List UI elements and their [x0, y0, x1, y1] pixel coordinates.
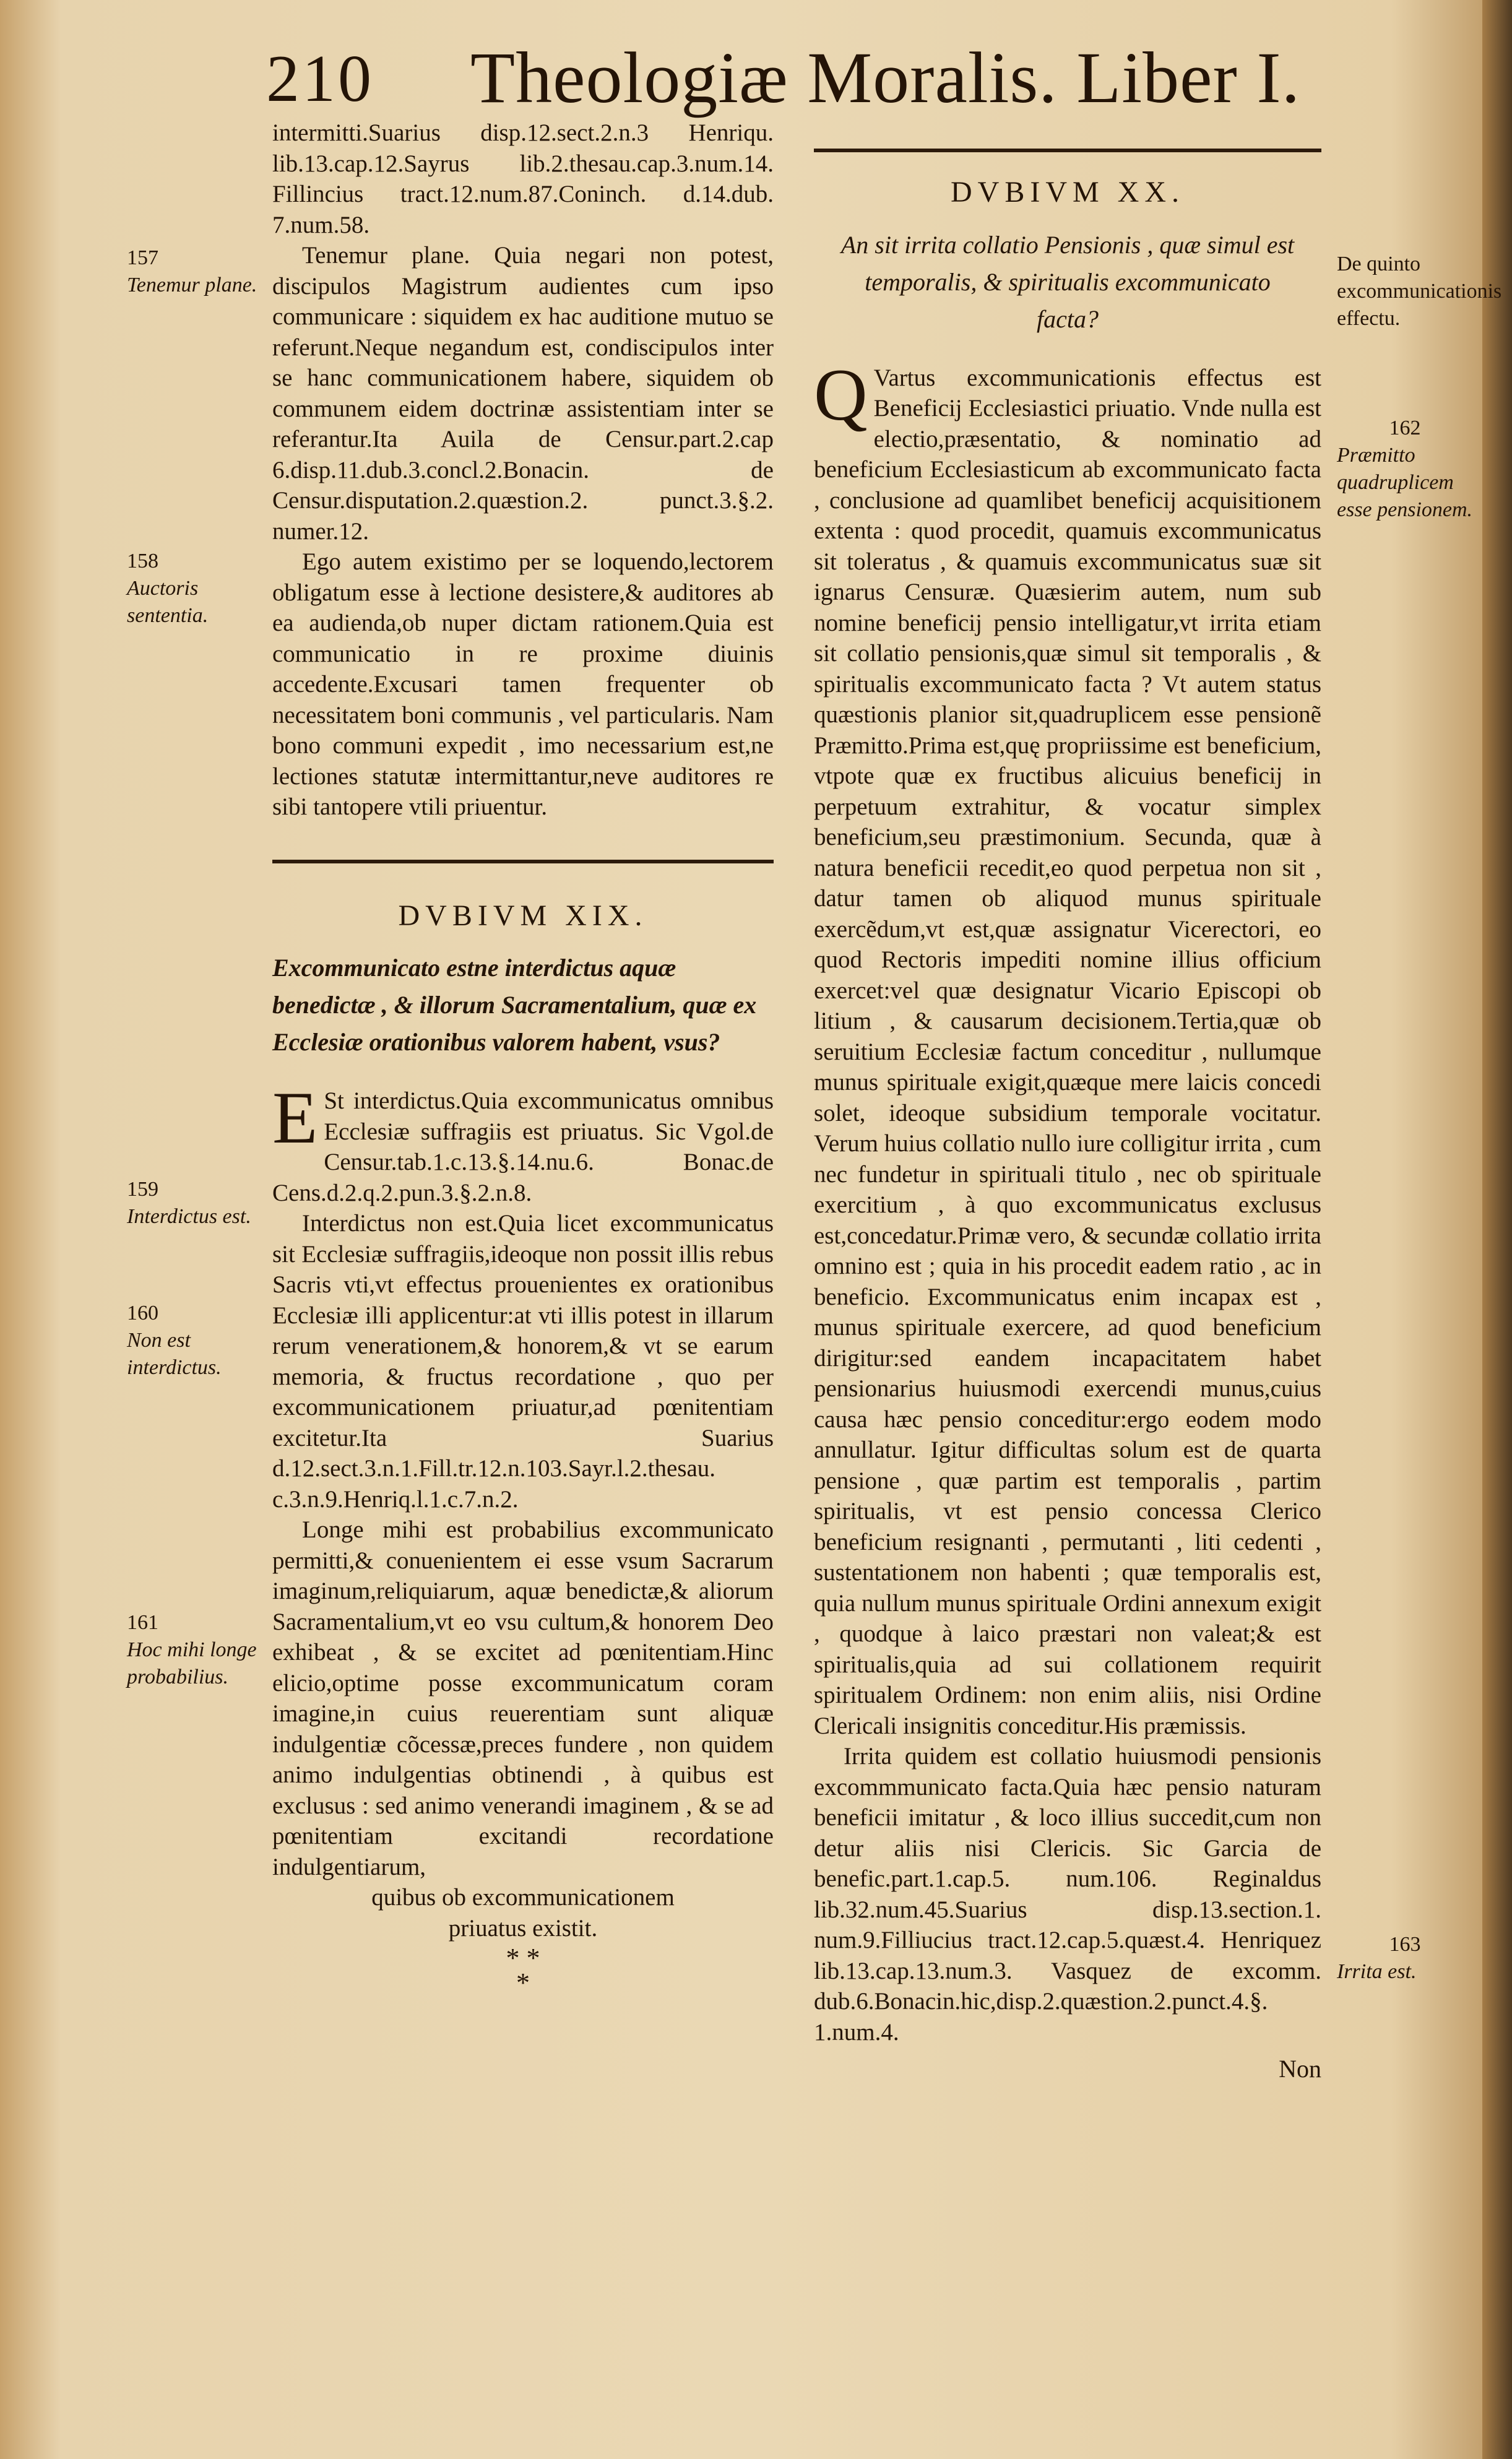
running-title: Theologiæ Moralis. Liber I.: [470, 37, 1301, 118]
margin-note-158: [127, 548, 260, 629]
margin-note-text: Irrita est.: [1337, 1960, 1417, 1983]
margin-note-text: Hoc mihi longe probabilius.: [127, 1638, 257, 1688]
paragraph-160: Interdictus non est.Quia licet excommunicatus sit Ecclesiæ suffragiis,ideoque non possit illis rebus Sacris vti,vt effectus prouenientes ex orationibus Ecclesiæ illi applicentur:at vti illis potest in illarum rerum venerationem,& honorem,& vt se earum memoria, & fructus recordatione , quo per excommunicationem priuatur,ad pœnitentiam excitetur.Ita Suarius d.12.sect.3.n.1.Fill.tr.12.n.103.Sayr.l.2.thesau. c.3.n.9.Henriq.l.1.c.7.n.2.: [272, 1210, 774, 1513]
page-spine-shadow: [1482, 0, 1512, 2459]
paragraph-159: [272, 1076, 774, 1208]
margin-note-number: 161: [127, 1611, 158, 1634]
paragraph-163: Irrita quidem est collatio huiusmodi pensionis excommmunicato facta.Quia hæc pensio naturam beneficii imitatur , & loco illius succedit,cum non detur aliis nisi Clericis. Sic Garcia de benefic.part.1.cap.5. num.106. Reginaldus lib.32.num.45.Suarius disp.13.section.1. num.9.Filliucius tract.12.cap.5.quæst.4. Henriquez lib.13.cap.13.num.3. Vasquez de excomm. dub.6.Bonacin.hic,disp.2.quæstion.2.punct.4.§. 1.num.4.: [814, 1743, 1321, 2046]
page-number: 210: [266, 42, 374, 116]
paragraph-161: Longe mihi est probabilius excommunicato permitti,& conuenientem ei esse vsum Sacrarum imaginum,reliquiarum, aquæ benedictæ,& aliorum Sacramentalium,vt eo vsu cultum,& honorem Deo exhibeat , & se excitet ad pœnitentiam.Hinc elicio,optime posse excommunicatum coram imagine,in cuius reuerentiam sunt aliquæ indulgentiæ cõcessæ,preces fundere , non quidem animo indulgentias obtinendi , à quibus est exclusus : sed animo venerandi imaginem , & se ad pœnitentiam excitandi recordatione indulgentiarum,: [272, 1516, 774, 1880]
paragraph-162: [814, 353, 1321, 1742]
dubium-19-question: Excommunicato estne interdictus aquæ benedictæ , & illorum Sacramentalium, quæ ex Ecclesiæ orationibus valorem habent, vsus?: [272, 954, 757, 1056]
margin-note-162: [1337, 415, 1473, 524]
dubium-20-question: An sit irrita collatio Pensionis , quæ simul est temporalis, & spiritualis excommunicato facta?: [840, 230, 1295, 333]
page-header: [0, 30, 1512, 123]
margin-note-number: 163: [1389, 1933, 1421, 1956]
paragraph-162-text: Vartus excommunicationis effectus est Beneficij Ecclesiastici priuatio. Vnde nulla est electio,præsentatio, & nominatio ad beneficium Ecclesiasticum ab excommunicato facta , conclusione ad quamlibet beneficij acquisitionem extenta : quod procedit, quamuis excommunicatus sit toleratus , & quamuis excommunicatus suæ sit ignarus Censuræ. Quæsierim autem, num sub nomine beneficij pensio intelligatur,vt irrita etiam sit collatio pensionis,quæ simul sit temporalis , & spiritualis excommunicato facta ? Vt autem status quæstionis planior sit,quadruplicem esse pensionẽ Præmitto.Prima est,quę propriissime est beneficium, vtpote quæ ex fructibus alicuius beneficij in perpetuum extrahitur, & vocatur simplex beneficium,seu præstimonium. Secunda, quæ à natura beneficii recedit,eo quod perpetua non sit , datur tamen ob aliquod munus spirituale exercẽdum,vt est,quæ assignatur Vicerectori, eo quod Rectoris impediti nomine illius officium exercet:vel quæ designatur Vicario Episcopi ob litium , & causarum decisionem.Tertia,quæ ob seruitium Ecclesiæ factum conceditur , nullumque munus spirituale exigit,quæque mere laicis concedi solet, ideoque subsidium temporale vocitatur. Verum huius collatio nullo iure colligitur irrita , cum nec fundetur in spirituali titulo , nec ob spirituale exercitium , à quo excommunicatus exclusus est,concedatur.Primæ vero, & secundæ collatio irrita omnino est ; quia in his procedit eadem ratio , ac in beneficio. Excommunicatus enim incapax est , munus spirituale exercere, ad quod beneficium dirigitur:sed eandem incapacitatem habet pensionarius huiusmodi exercendi munus,cuius causa hæc pensio conceditur:ergo eodem modo annullatur. Igitur difficultas solum est de quarta pensione , quæ partim est temporalis , partim spiritualis, vt est pensio concessa Clerico beneficium resignanti , permutanti , liti cedenti , sustentationem non habenti ; quæ temporalis est, quia nullum munus spirituale Ordini annexum exigit , quodque à laico præstari non valeat;& est spiritualis,quia ad sui collationem requirit spiritualem Ordinem: non enim aliis, nisi Ordine Clericali insignitis conceditur.His præmissis.: [814, 364, 1321, 1739]
section-divider: [814, 149, 1321, 152]
drop-cap: E: [272, 1076, 318, 1159]
margin-note-text: De quinto excommunicationis effectu.: [1337, 253, 1502, 330]
dubium-19-title: DVBIVM XIX.: [398, 899, 648, 932]
asterism-ornament: [272, 1943, 774, 1998]
paragraph-159-text: St interdictus.Quia excommunicatus omnibus Ecclesiæ suffragiis est priuatus. Sic Vgol.de Censur.tab.1.c.13.§.14.nu.6. Bonac.de Cens.d.2.q.2.pun.3.§.2.n.8.: [272, 1087, 774, 1206]
left-column: [272, 118, 774, 1998]
drop-cap: Q: [814, 353, 868, 436]
margin-note-number: 162: [1389, 417, 1421, 439]
margin-note-157: [127, 244, 260, 299]
margin-note-161: [127, 1609, 260, 1691]
margin-note-text: Interdictus est.: [127, 1205, 251, 1228]
margin-note-number: 160: [127, 1302, 158, 1325]
paragraph-158: Ego autem existimo per se loquendo,lectorem obligatum esse à lectione desistere,& auditores ab ea audienda,ob nuper dictam rationem.Quia est communicatio in re proxime diuinis accedente.Excusari tamen frequenter ob necessitatem boni communis , vel particularis. Nam bono communi expedit , imo necessarium est,ne lectiones statutæ intermittantur,neve auditores re sibi tantopere vtili priuentur.: [272, 548, 774, 820]
margin-note-text: Præmitto quadruplicem esse pensionem.: [1337, 444, 1473, 521]
catchword: Non: [1279, 2055, 1321, 2083]
margin-note-text: Tenemur plane.: [127, 274, 257, 296]
margin-note-text: Non est interdictus.: [127, 1329, 222, 1379]
opening-paragraph: intermitti.Suarius disp.12.sect.2.n.3 Henriqu. lib.13.cap.12.Sayrus lib.2.thesau.cap.3.num.14. Fillincius tract.12.num.87.Coninch. d.14.dub. 7.num.58.: [272, 119, 774, 238]
paragraph-157: Tenemur plane. Quia negari non potest, discipulos Magistrum audientes cum ipso communicare : siquidem ex hac auditione mutuo se referunt.Neque negandum est, condiscipulos inter se hanc communicationem habere, siquidem ob communem eidem doctrinæ assistentiam inter se referantur.Ita Auila de Censur.part.2.cap 6.disp.11.dub.3.concl.2.Bonacin. de Censur.disputation.2.quæstion.2. punct.3.§.2. numer.12.: [272, 242, 774, 545]
margin-note-number: 158: [127, 550, 158, 573]
paragraph-161-tail-2: priuatus existit.: [448, 1914, 598, 1942]
right-column: [814, 136, 1321, 2085]
margin-note-160: [127, 1300, 260, 1381]
paragraph-161-tail-1: quibus ob excommunicationem: [371, 1884, 675, 1911]
margin-note-number: 159: [127, 1178, 158, 1201]
asterism-row-2: *: [516, 1968, 530, 1998]
dubium-20-title: DVBIVM XX.: [951, 176, 1185, 209]
asterism-row-1: * *: [506, 1943, 540, 1973]
margin-note-number: 157: [127, 246, 158, 269]
margin-note-159: [127, 1176, 260, 1230]
section-divider: [272, 860, 774, 863]
margin-note-text: Auctoris sententia.: [127, 577, 209, 627]
margin-note-effect: [1337, 251, 1502, 332]
margin-note-163: [1337, 1931, 1473, 1986]
